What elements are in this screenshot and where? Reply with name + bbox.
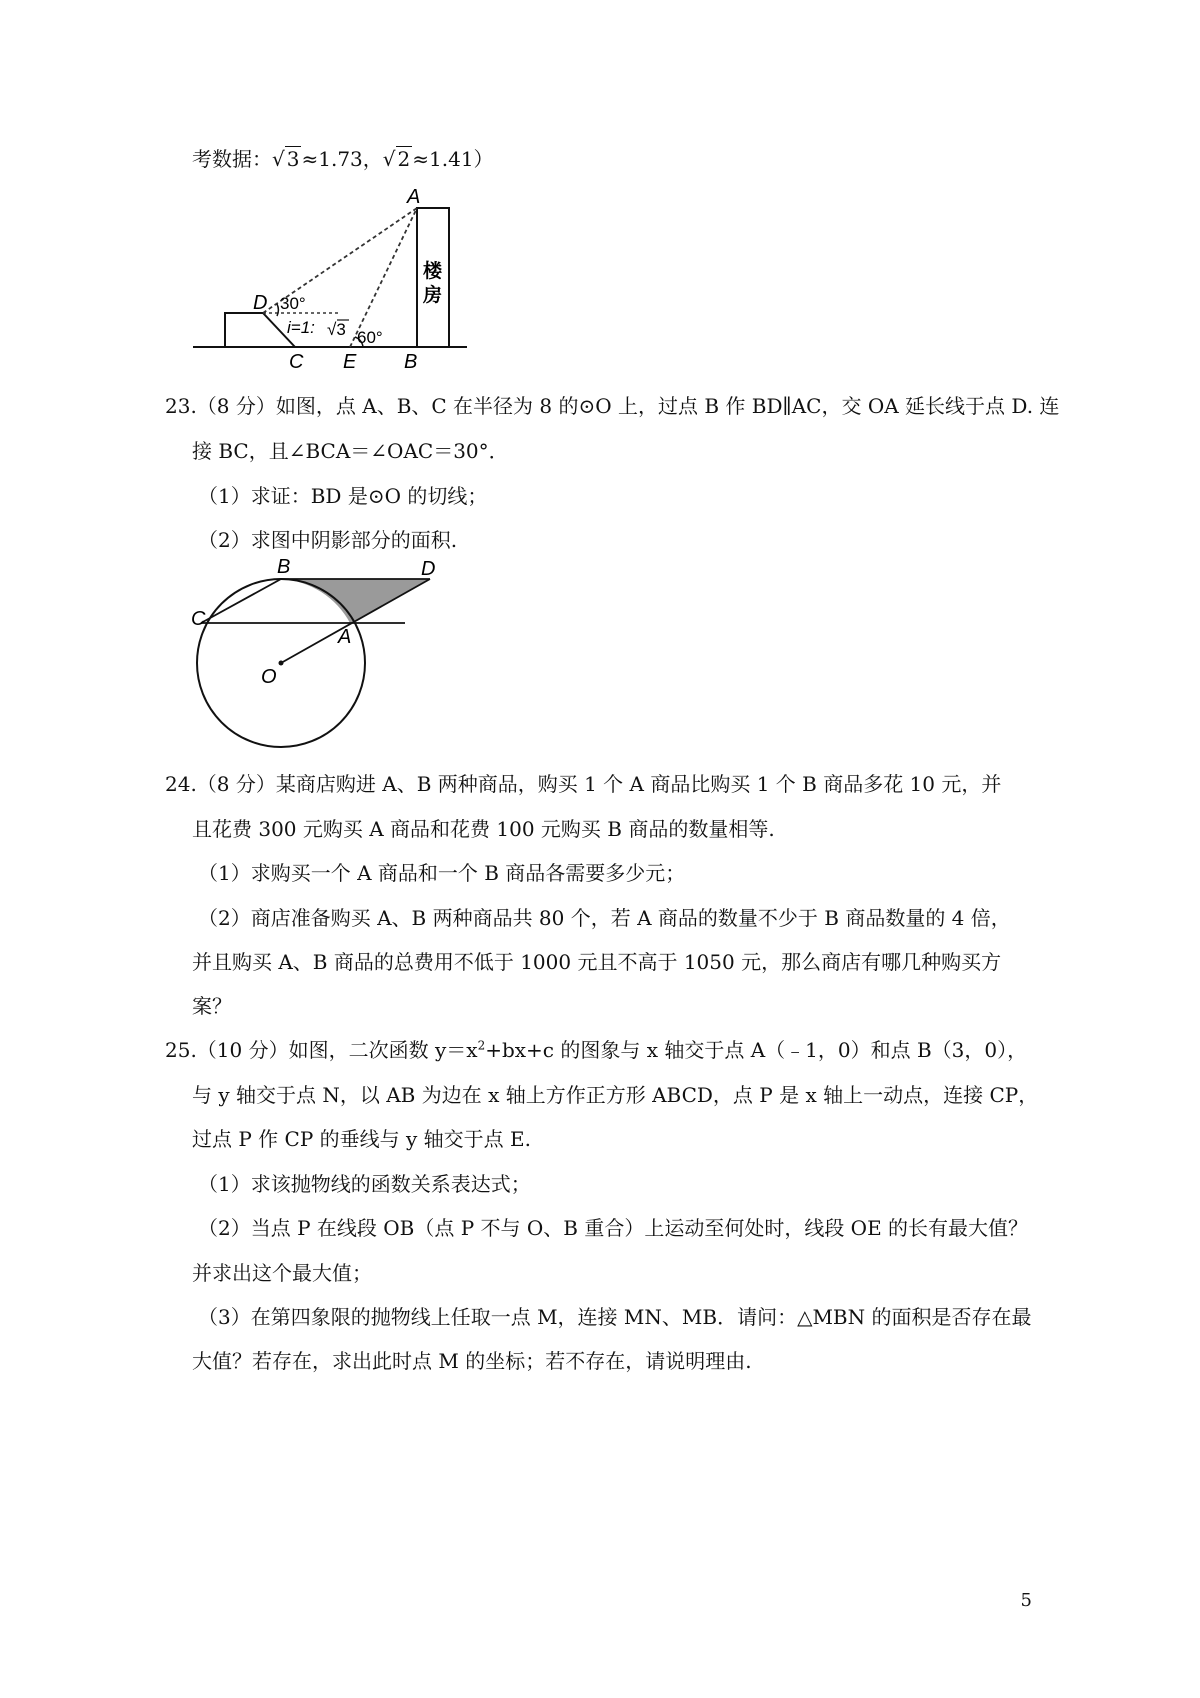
q25-line1-end: +bx+c 的图象与 x 轴交于点 A（﹣1，0）和点 B（3，0）， <box>485 1038 1028 1062</box>
fig22-label-b: B <box>404 351 418 373</box>
fig23-label-a: A <box>338 626 352 648</box>
q25-stem-line3: 过点 P 作 CP 的垂线与 y 轴交于点 E. <box>192 1127 531 1151</box>
figure-q22-building <box>185 185 475 375</box>
fig23-label-d: D <box>421 558 436 580</box>
q25-part3-line1: （3）在第四象限的抛物线上任取一点 M，连接 MN、MB．请问：△MBN 的面积是否存在最 <box>198 1305 1032 1329</box>
sqrt3-approx: ≈1.73， <box>301 147 383 171</box>
q23-part2: （2）求图中阴影部分的面积. <box>198 528 458 552</box>
q25-line1-start: 25.（10 分）如图，二次函数 y＝x <box>165 1038 478 1062</box>
angle-e-label: 60° <box>357 328 383 347</box>
q25-part1: （1）求该抛物线的函数关系表达式； <box>198 1172 531 1196</box>
slope-label: i=1: <box>287 318 315 337</box>
q24-part1: （1）求购买一个 A 商品和一个 B 商品各需要多少元； <box>198 861 686 885</box>
q24-part2-line3: 案？ <box>192 994 232 1018</box>
building-label-top: 楼 <box>423 261 443 282</box>
fig22-label-e: E <box>343 351 357 373</box>
q24-part2-line2: 并且购买 A、B 商品的总费用不低于 1000 元且不高于 1050 元，那么商店有哪几种购买方 <box>192 950 1002 974</box>
q25-stem-line2: 与 y 轴交于点 N，以 AB 为边在 x 轴上方作正方形 ABCD，点 P 是 x 轴上一动点，连接 CP， <box>192 1083 1039 1107</box>
fig22-label-a: A <box>407 186 421 208</box>
q25-part2-line1: （2）当点 P 在线段 OB（点 P 不与 O、B 重合）上运动至何处时，线段 OE 的长有最大值？ <box>198 1216 1029 1240</box>
q23-stem-line1: 23.（8 分）如图，点 A、B、C 在半径为 8 的⊙O 上，过点 B 作 BD∥AC，交 OA 延长线于点 D. 连 <box>165 394 1060 418</box>
q25-part2-line2: 并求出这个最大值； <box>192 1261 372 1285</box>
fig23-label-b: B <box>277 556 291 578</box>
figure-q23-circle <box>185 555 445 755</box>
q24-stem-line2: 且花费 300 元购买 A 商品和花费 100 元购买 B 商品的数量相等. <box>192 817 775 841</box>
q23-stem-line2: 接 BC，且∠BCA＝∠OAC＝30°． <box>192 439 509 463</box>
q22-reference-data: 考数据：√ 3 ≈1.73，√ 2 ≈1.41） <box>192 147 494 171</box>
q25-stem-line1 <box>165 1036 1027 1064</box>
q24-stem-line1: 24.（8 分）某商店购进 A、B 两种商品，购买 1 个 A 商品比购买 1 个 B 商品多花 10 元，并 <box>165 772 1002 796</box>
q25-part3-line2: 大值？若存在，求出此时点 M 的坐标；若不存在，请说明理由. <box>192 1349 752 1373</box>
sqrt2-approx: ≈1.41） <box>412 147 494 171</box>
fig22-label-d: D <box>253 292 268 314</box>
fig22-label-c: C <box>289 351 304 373</box>
sqrt2-value: 2 <box>397 147 411 171</box>
q24-part2-line1: （2）商店准备购买 A、B 两种商品共 80 个，若 A 商品的数量不少于 B 商品数量的 4 倍， <box>198 906 1011 930</box>
angle-d-label: 30° <box>280 294 306 313</box>
q23-part1: （1）求证：BD 是⊙O 的切线； <box>198 484 488 508</box>
fig23-label-c: C <box>191 608 206 630</box>
slope-sqrt: √3 <box>327 320 346 339</box>
q22-ref-prefix: 考数据： <box>192 147 272 171</box>
page-number: 5 <box>1020 1590 1032 1611</box>
sqrt3-value: 3 <box>286 147 300 171</box>
q25-exponent: 2 <box>477 1038 486 1053</box>
building-label-bottom: 房 <box>423 285 443 306</box>
fig23-label-o: O <box>261 666 277 688</box>
